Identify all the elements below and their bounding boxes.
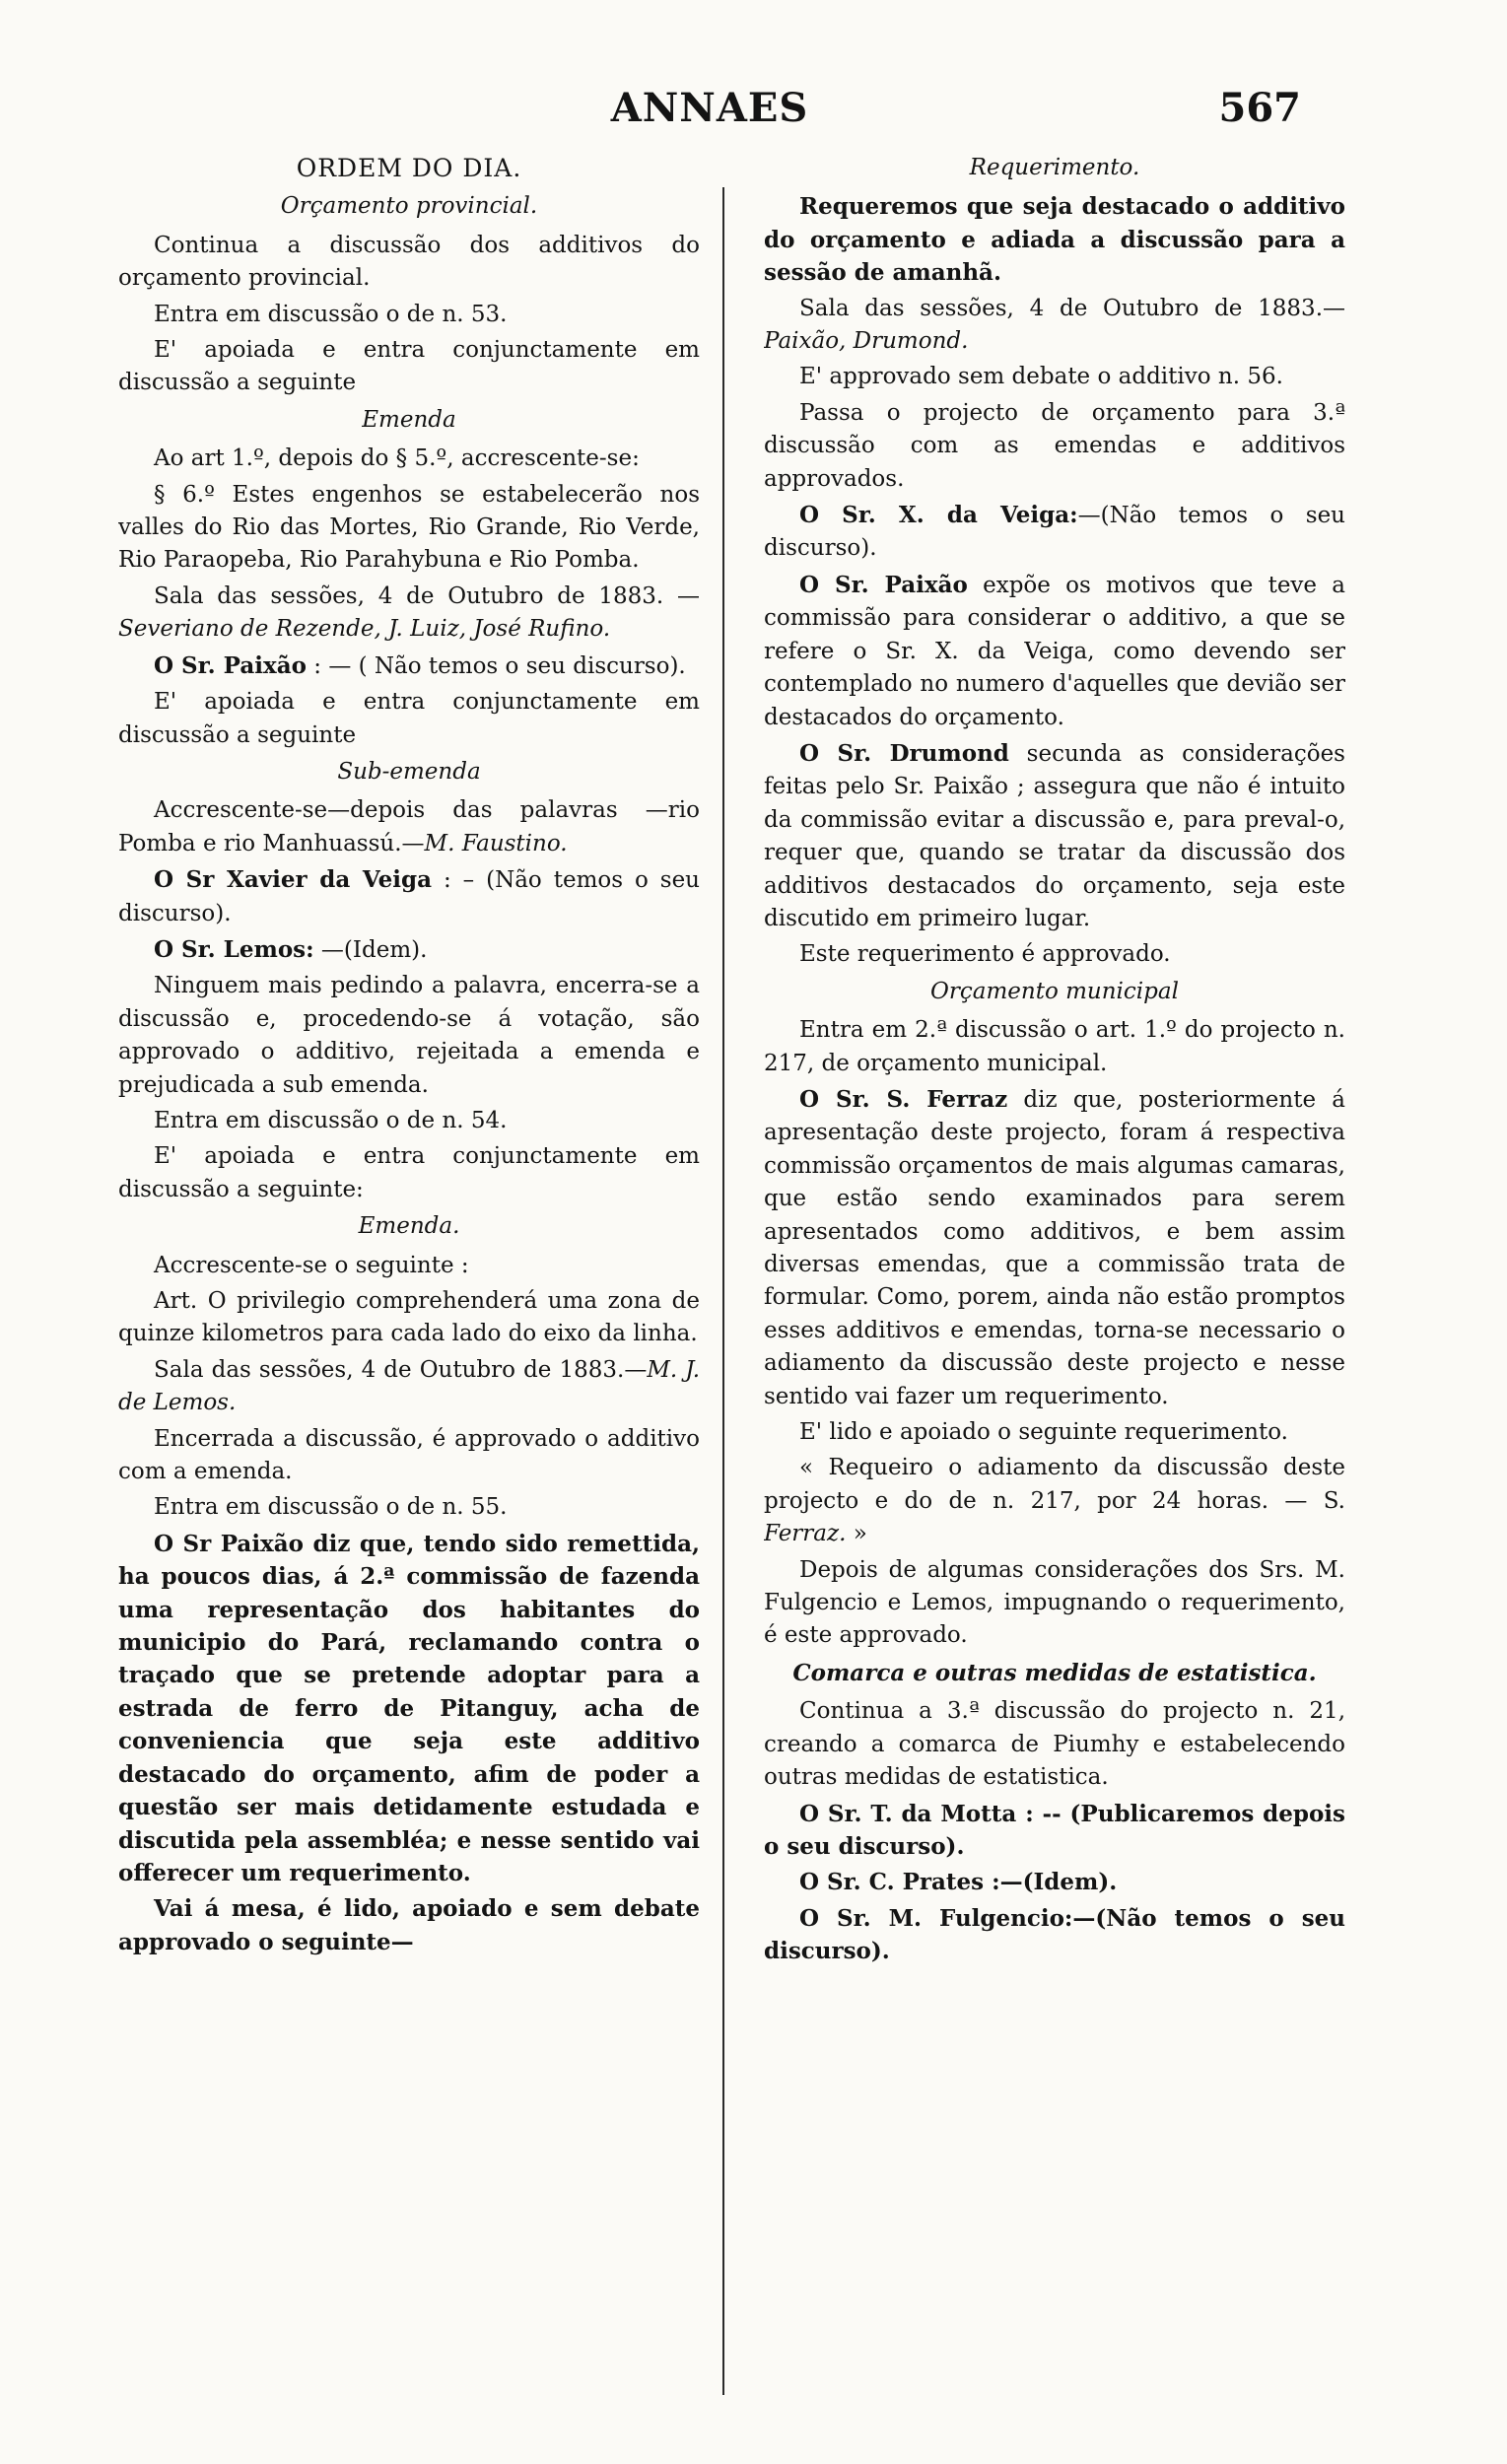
paragraph: Ninguem mais pedindo a palavra, encerra-se a discussão e, procedendo-se á votação, são approvado o additivo, rejeitada a emenda e prejudicada a sub emenda. xyxy=(118,973,700,1098)
amendment-heading: Emenda xyxy=(362,406,456,433)
sub-amendment-heading: Sub-emenda xyxy=(337,758,481,785)
paragraph: Continua a 3.ª discussão do projecto n. 21, creando a comarca de Piumhy e estabelecendo outras medidas de estatistica. xyxy=(764,1698,1345,1791)
speaker-text: : – (Não temos o seu discurso). xyxy=(118,867,700,926)
paragraph: Art. O privilegio comprehenderá uma zona de quinze kilometros para cada lado do eixo da linha. xyxy=(118,1288,700,1347)
speaker-name: O Sr. T. da Motta xyxy=(799,1800,1017,1827)
paragraph: Entra em discussão o de n. 55. xyxy=(154,1494,508,1521)
speaker-paragraph xyxy=(764,1866,1345,1898)
speaker-text: diz que, tendo sido remettida, ha poucos dias, á 2.ª commissão de fazenda uma representação dos habitantes do municipio do Pará, reclamando contra o traçado que se pretende adoptar para a estrada de ferro de Pitanguy, acha de conveniencia que seja este additivo destacado do orçamento, afim de poder a questão ser mais detidamente estudada e discutida pela assembléa; e nesse sentido vai offerecer um requerimento. xyxy=(118,1530,700,1886)
paragraph-text: Sala das sessões, 4 de Outubro de 1883.— xyxy=(154,1356,648,1383)
paragraph: Requeremos que seja destacado o additivo do orçamento e adiada a discussão para a sessão de amanhã. xyxy=(764,193,1345,287)
signature-paragraph xyxy=(764,1452,1345,1550)
paragraph-text: « Requeiro o adiamento da discussão deste projecto e do de n. 217, por 24 horas. — S. xyxy=(764,1455,1345,1514)
speaker-paragraph xyxy=(764,499,1345,566)
speaker-text: : -- (Publicaremos depois o seu discurso). xyxy=(764,1800,1345,1860)
subsection-heading-municipal: Orçamento municipal xyxy=(930,978,1179,1004)
request-heading: Requerimento. xyxy=(969,155,1140,180)
paragraph: Ao art 1.º, depois do § 5.º, accrescente-se: xyxy=(154,445,640,472)
paragraph: Continua a discussão dos additivos do orçamento provincial. xyxy=(118,232,700,292)
page-number: 567 xyxy=(1218,85,1301,131)
speaker-name: O Sr. C. Prates xyxy=(799,1869,985,1896)
speaker-text: expõe os motivos que teve a commissão para considerar o additivo, a que se refere o Sr. X. da Veiga, como devendo ser contemplado no numero d'aquelles que devião ser destacados do orçamento. xyxy=(764,572,1345,730)
paragraph-text: Accrescente-se—depois das palavras —rio Pomba e rio Manhuassú.— xyxy=(118,797,700,856)
speaker-name: O Sr Xavier da Veiga xyxy=(154,866,433,894)
speaker-name: O Sr. Paixão xyxy=(154,651,307,679)
signature-paragraph xyxy=(118,794,700,860)
running-head xyxy=(118,85,1301,138)
speaker-text: diz que, posteriormente á apresentação deste projecto, foram á respectiva commissão orçamentos de mais algumas camaras, que estão sendo examinados para serem apresentados como additivos, e bem assim diversas emendas, que a commissão trata de formular. Como, porem, ainda não estão promptos esses additivos e emendas, torna-se necessario o adiamento da discussão deste projecto e nesse sentido vai fazer um requerimento. xyxy=(764,1086,1345,1409)
paragraph-text: Sala das sessões, 4 de Outubro de 1883.— xyxy=(799,295,1345,321)
subsection-heading-orcamento: Orçamento provincial. xyxy=(280,193,538,220)
speaker-text: —(Não temos o seu discurso). xyxy=(764,503,1345,562)
signature: M. Faustino. xyxy=(424,830,568,856)
paragraph-text: Sala das sessões, 4 de Outubro de 1883. — xyxy=(154,582,700,609)
running-title: ANNAES xyxy=(610,85,809,131)
speaker-text: secunda as considerações feitas pelo Sr. Paixão ; assegura que não é intuito da commissão evitar a discussão e, para preval-o, requer que, quando se tratar da discussão dos additivos destacados do orçamento, seja este discutido em primeiro lugar. xyxy=(764,740,1345,931)
speaker-paragraph xyxy=(118,1528,700,1889)
paragraph: E' apoiada e entra conjunctamente em discussão a seguinte xyxy=(118,337,700,396)
speaker-paragraph xyxy=(764,569,1345,734)
paragraph: E' apoiada e entra conjunctamente em discussão a seguinte xyxy=(118,689,700,748)
signature-paragraph xyxy=(118,581,700,647)
speaker-text: : — ( Não temos o seu discurso). xyxy=(313,652,686,679)
subsection-heading-comarca: Comarca e outras medidas de estatistica. xyxy=(792,1659,1317,1686)
right-column xyxy=(764,148,1345,2405)
closing-quote: » xyxy=(853,1521,867,1547)
speaker-name: O Sr. Lemos: xyxy=(154,935,314,963)
speaker-name: O Sr. Drumond xyxy=(799,739,1009,767)
paragraph: Accrescente-se o seguinte : xyxy=(154,1252,469,1278)
speaker-name: O Sr. X. da Veiga: xyxy=(799,502,1078,529)
signature: M. J. de Lemos. xyxy=(118,1356,700,1416)
speaker-text: —(Não temos o seu discurso). xyxy=(764,1904,1345,1965)
speaker-name: O Sr. Paixão xyxy=(799,571,968,598)
speaker-paragraph xyxy=(764,1798,1345,1864)
paragraph: Este requerimento é approvado. xyxy=(799,941,1171,968)
paragraph: Encerrada a discussão, é approvado o additivo com a emenda. xyxy=(118,1425,700,1485)
paragraph: Depois de algumas considerações dos Srs. M. Fulgencio e Lemos, impugnando o requerimento, é este approvado. xyxy=(764,1556,1345,1649)
paragraph: Entra em 2.ª discussão o art. 1.º do projecto n. 217, de orçamento municipal. xyxy=(764,1017,1345,1076)
paragraph: Entra em discussão o de n. 54. xyxy=(154,1107,508,1133)
column-rule xyxy=(722,187,724,2395)
signature-paragraph xyxy=(118,1354,700,1420)
signature: Severiano de Rezende, J. Luiz, José Rufino. xyxy=(118,616,611,643)
paragraph: § 6.º Estes engenhos se estabelecerão nos valles do Rio das Mortes, Rio Grande, Rio Verde, Rio Paraopeba, Rio Parahybuna e Rio Pomba. xyxy=(118,481,700,574)
paragraph: E' apoiada e entra conjunctamente em discussão a seguinte: xyxy=(118,1143,700,1202)
speaker-name: O Sr. M. Fulgencio: xyxy=(799,1904,1073,1932)
paragraph: E' approvado sem debate o additivo n. 56. xyxy=(799,364,1283,390)
speaker-text: —(Idem). xyxy=(320,936,428,963)
signature: Ferraz. xyxy=(764,1521,847,1547)
speaker-name: O Sr. S. Ferraz xyxy=(799,1085,1008,1113)
speaker-text: :—(Idem). xyxy=(992,1869,1118,1896)
paragraph: Passa o projecto de orçamento para 3.ª discussão com as emendas e additivos approvados. xyxy=(764,399,1345,492)
signature: Paixão, Drumond. xyxy=(764,328,969,355)
amendment-heading: Emenda. xyxy=(358,1213,460,1240)
left-column xyxy=(118,148,700,2405)
paragraph: E' lido e apoiado o seguinte requerimento. xyxy=(799,1419,1288,1446)
paragraph: Entra em discussão o de n. 53. xyxy=(154,301,508,327)
speaker-paragraph xyxy=(764,737,1345,935)
speaker-paragraph xyxy=(118,933,700,967)
speaker-paragraph xyxy=(764,1083,1345,1413)
section-heading-ordem: ORDEM DO DIA. xyxy=(296,154,522,182)
paragraph: Vai á mesa, é lido, apoiado e sem debate approvado o seguinte— xyxy=(118,1895,700,1955)
speaker-paragraph xyxy=(118,650,700,683)
speaker-paragraph xyxy=(118,863,700,930)
speaker-paragraph xyxy=(764,1902,1345,1968)
signature-paragraph xyxy=(764,293,1345,359)
speaker-name: O Sr Paixão xyxy=(154,1530,305,1557)
